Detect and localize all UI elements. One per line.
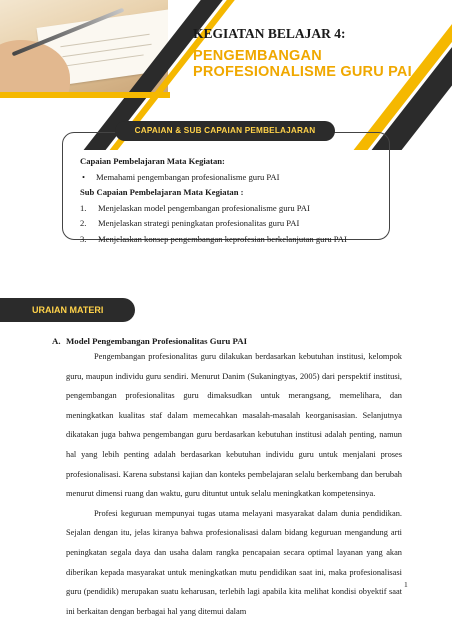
uraian-materi-tab: URAIAN MATERI [0, 298, 135, 322]
bullet-icon: • [82, 171, 86, 182]
sub-capaian-item [80, 216, 380, 232]
section-title-text: Model Pengembangan Profesionalitas Guru PAI [66, 336, 247, 346]
capaian-item [80, 170, 380, 186]
paragraph: Profesi keguruan mempunyai tugas utama melayani masyarakat dalam dunia pendidikan. Sejalan dengan itu, jelas kiranya bahwa profesionalisasi dalam bidang keguruan mengandung arti peningkatan segala daya dan usaha dalam rangka pencapaian secara optimal layanan yang akan diberikan kepada masyarakat untuk meningkatkan mutu pendidikan saat ini, maka profesionalisasi guru (pendidik) merupakan suatu keharusan, terlebih lagi apabila kita melihat kondisi obyektif saat ini berkaitan dengan berbagai hal yang ditemui dalam [66, 508, 402, 616]
page-header [0, 0, 452, 104]
capaian-title: Capaian Pembelajaran Mata Kegiatan: [80, 156, 225, 166]
kegiatan-belajar-title: KEGIATAN BELAJAR 4: [193, 26, 346, 41]
sub-capaian-num: 3. [80, 233, 87, 244]
sub-capaian-title: Sub Capaian Pembelajaran Mata Kegiatan : [80, 187, 244, 197]
sub-capaian-num: 1. [80, 202, 87, 213]
sub-capaian-text: Menjelaskan strategi peningkatan profesionalitas guru PAI [98, 218, 300, 228]
header-underline [0, 92, 170, 98]
capaian-item-text: Memahami pengembangan profesionalisme guru PAI [96, 171, 280, 182]
sub-capaian-text: Menjelaskan konsep pengembangan keprofesian berkelanjutan guru PAI [98, 233, 347, 244]
main-title: PENGEMBANGAN PROFESIONALISME GURU PAI [193, 48, 412, 80]
sub-capaian-num: 2. [80, 218, 87, 228]
capaian-content [80, 154, 380, 247]
body-text [66, 347, 402, 621]
sub-capaian-item [80, 232, 380, 248]
page-number: 1 [404, 580, 408, 589]
capaian-header: CAPAIAN & SUB CAPAIAN PEMBELAJARAN [115, 121, 335, 141]
paragraph: Pengembangan profesionalitas guru dilakukan berdasarkan kebutuhan institusi, kelompok guru, maupun individu guru sendiri. Menurut Danim (Sukaningtyas, 2005) dari perspektif institusi, pengembangan profesionalitas guru dimaksudkan untuk merangsang, memelihara, dan meningkatkan kualitas staf dalam memecahkan masalah-masalah keorganisasian. Selanjutnya dikatakan juga bahwa pengembangan guru berdasarkan kebutuhan institusi adalah penting, namun hal yang lebih penting adalah berdasarkan kebutuhan individu guru untuk menjalani proses profesionalisasi. Karena substansi kajian dan konteks pembelajaran selalu berkembang dan berubah menurut dimensi ruang dan waktu, guru dituntut untuk selalu meningkatkan kompetensinya. [66, 352, 402, 499]
section-letter: A. [52, 336, 61, 346]
sub-capaian-text: Menjelaskan model pengembangan profesionalisme guru PAI [98, 202, 310, 213]
section-title [52, 336, 247, 346]
sub-capaian-item [80, 201, 380, 217]
